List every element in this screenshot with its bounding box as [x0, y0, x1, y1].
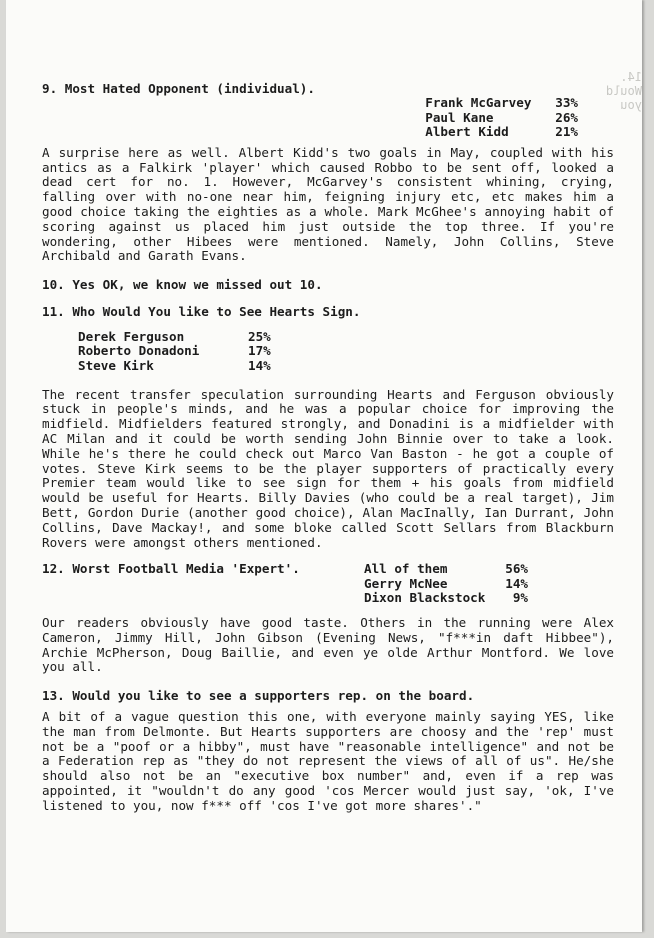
q13-commentary: A bit of a vague question this one, with everyone mainly saying YES, like the man from Delmonte. But Hearts supporters are choosy and the 'rep' must not be a "poof or a hibby", must have "reasonable intelligence" and not be a Federation rep as "they do not represent the views of all of us". He/she should also not be an "executive box number" and, even if a rep was appointed, it "wouldn't do any good 'cos Mercer would just say, 'ok, I've listened to you, now f*** off 'cos I've got more shares'."	[42, 709, 614, 813]
q13-heading: 13. Would you like to see a supporters rep. on the board.	[42, 688, 475, 704]
result-pct: 9%	[512, 590, 528, 606]
result-row	[425, 96, 578, 111]
q10-heading: 10. Yes OK, we know we missed out 10.	[42, 277, 323, 293]
survey-results	[42, 82, 614, 814]
q9-heading: 9. Most Hated Opponent (individual).	[42, 81, 315, 96]
q12-header-row	[42, 562, 614, 606]
q9-header-row	[42, 82, 614, 140]
result-pct: 17%	[248, 343, 271, 359]
result-row	[364, 577, 528, 592]
result-name: Paul Kane	[425, 109, 494, 125]
q11-heading: 11. Who Would You like to See Hearts Sign.	[42, 303, 361, 319]
result-row	[425, 125, 578, 140]
result-name: Dixon Blackstock	[364, 590, 486, 606]
q12-commentary: Our readers obviously have good taste. Others in the running were Alex Cameron, Jimmy Hill, John Gibson (Evening News, "f***in daft Hibbee"), Archie McPherson, Doug Baillie, and even ye olde Arthur Montford. We love you all.	[42, 615, 614, 675]
result-row	[78, 330, 271, 345]
result-row	[78, 359, 271, 374]
result-row	[425, 111, 578, 126]
result-name: Derek Ferguson	[78, 328, 185, 344]
document-page	[6, 0, 642, 932]
q9-commentary: A surprise here as well. Albert Kidd's two goals in May, coupled with his antics as a Falkirk 'player' which caused Robbo to be sent off, looked a dead cert for no. 1. However, McGarvey's consistent whining, crying, falling over with no-one near him, feigning injury etc, etc makes him a good choice taking the eighties as a whole. Mark McGhee's annoying habit of scoring against us placed him just outside the top three. If you're wondering, other Hibees were mentioned. Namely, John Collins, Steve Archibald and Garath Evans.	[42, 144, 614, 264]
result-name: Frank McGarvey	[425, 95, 532, 110]
result-pct: 26%	[555, 109, 578, 125]
q9-results-table	[425, 96, 578, 140]
q12-heading: 12. Worst Football Media 'Expert'.	[42, 561, 300, 577]
result-pct: 14%	[505, 575, 528, 591]
result-pct: 56%	[505, 561, 528, 577]
bleed-through-mark: 14. Would you	[605, 70, 642, 112]
result-pct: 14%	[248, 357, 271, 373]
result-name: Roberto Donadoni	[78, 343, 200, 359]
result-row	[364, 562, 528, 577]
result-name: Gerry McNee	[364, 575, 448, 591]
result-name: Steve Kirk	[78, 357, 154, 373]
q11-results-table	[78, 330, 271, 374]
result-pct: 21%	[555, 124, 578, 140]
q11-commentary: The recent transfer speculation surrounding Hearts and Ferguson obviously stuck in people's minds, and he was a popular choice for improving the midfield. Midfielders featured strongly, and Donadini is a midfielder with AC Milan and it could be worth sending John Binnie over to take a look. While he's there he could check out Marco Van Baston - he got a couple of votes. Steve Kirk seems to be the player supporters of practically every Premier team would like to see sign for them + his goals from midfield would be useful for Hearts. Billy Davies (who could be a real target), Jim Bett, Gordon Durie (another good choice), Alan MacInally, Ian Durrant, John Collins, Dave Mackay!, and some bloke called Scott Sellars from Blackburn Rovers were amongst others mentioned.	[42, 386, 614, 550]
q12-results-table	[364, 562, 528, 606]
result-name: Albert Kidd	[425, 124, 509, 140]
result-row	[78, 344, 271, 359]
result-pct: 33%	[555, 95, 578, 110]
result-pct: 25%	[248, 328, 271, 344]
result-row	[364, 591, 528, 606]
result-name: All of them	[364, 561, 448, 577]
